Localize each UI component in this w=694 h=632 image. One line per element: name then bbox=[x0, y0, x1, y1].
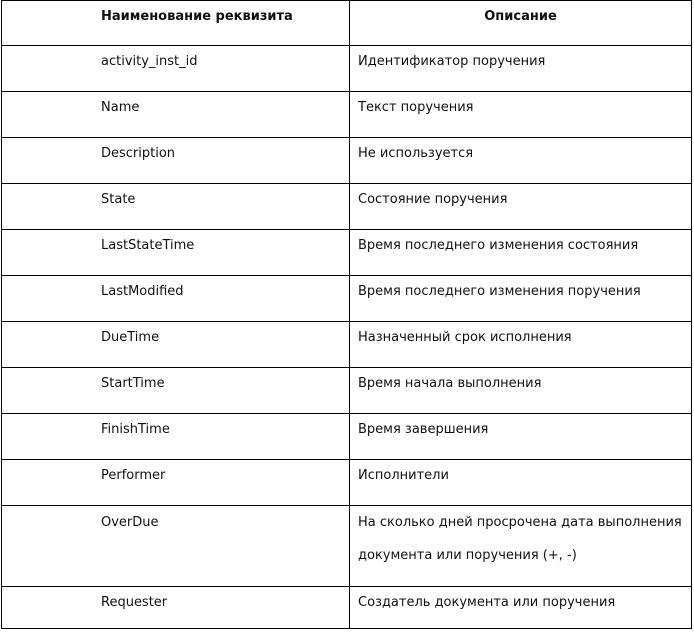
attribute-description: Время последнего изменения поручения bbox=[350, 276, 692, 322]
attribute-name: LastModified bbox=[2, 276, 350, 322]
attribute-description: Не используется bbox=[350, 138, 692, 184]
attribute-name: DueTime bbox=[2, 322, 350, 368]
attribute-description: Время последнего изменения состояния bbox=[350, 230, 692, 276]
attribute-description: Назначенный срок исполнения bbox=[350, 322, 692, 368]
attribute-description: Состояние поручения bbox=[350, 184, 692, 230]
table-row bbox=[2, 506, 692, 587]
table-row bbox=[2, 414, 692, 460]
attribute-description: На сколько дней просрочена дата выполнения документа или поручения (+, -) bbox=[350, 506, 692, 587]
table-row bbox=[2, 322, 692, 368]
attribute-name: OverDue bbox=[2, 506, 350, 587]
table-header-row bbox=[2, 1, 692, 46]
header-attribute-name: Наименование реквизита bbox=[2, 1, 350, 46]
attribute-name: Name bbox=[2, 92, 350, 138]
attribute-name: StartTime bbox=[2, 368, 350, 414]
attribute-name: activity_inst_id bbox=[2, 46, 350, 92]
attribute-name: State bbox=[2, 184, 350, 230]
table-row bbox=[2, 230, 692, 276]
header-description: Описание bbox=[350, 1, 692, 46]
table-row bbox=[2, 46, 692, 92]
attributes-table bbox=[1, 0, 692, 629]
attribute-name: Requester bbox=[2, 587, 350, 629]
table-row bbox=[2, 587, 692, 629]
table-row bbox=[2, 92, 692, 138]
table-row bbox=[2, 460, 692, 506]
attribute-description: Время завершения bbox=[350, 414, 692, 460]
attribute-description: Идентификатор поручения bbox=[350, 46, 692, 92]
table-row bbox=[2, 138, 692, 184]
attribute-description: Исполнители bbox=[350, 460, 692, 506]
table-row bbox=[2, 184, 692, 230]
attribute-name: LastStateTime bbox=[2, 230, 350, 276]
attribute-name: Performer bbox=[2, 460, 350, 506]
table-row bbox=[2, 368, 692, 414]
attribute-name: Description bbox=[2, 138, 350, 184]
attribute-description: Время начала выполнения bbox=[350, 368, 692, 414]
attribute-description: Создатель документа или поручения bbox=[350, 587, 692, 629]
attribute-name: FinishTime bbox=[2, 414, 350, 460]
table-row bbox=[2, 276, 692, 322]
attribute-description: Текст поручения bbox=[350, 92, 692, 138]
